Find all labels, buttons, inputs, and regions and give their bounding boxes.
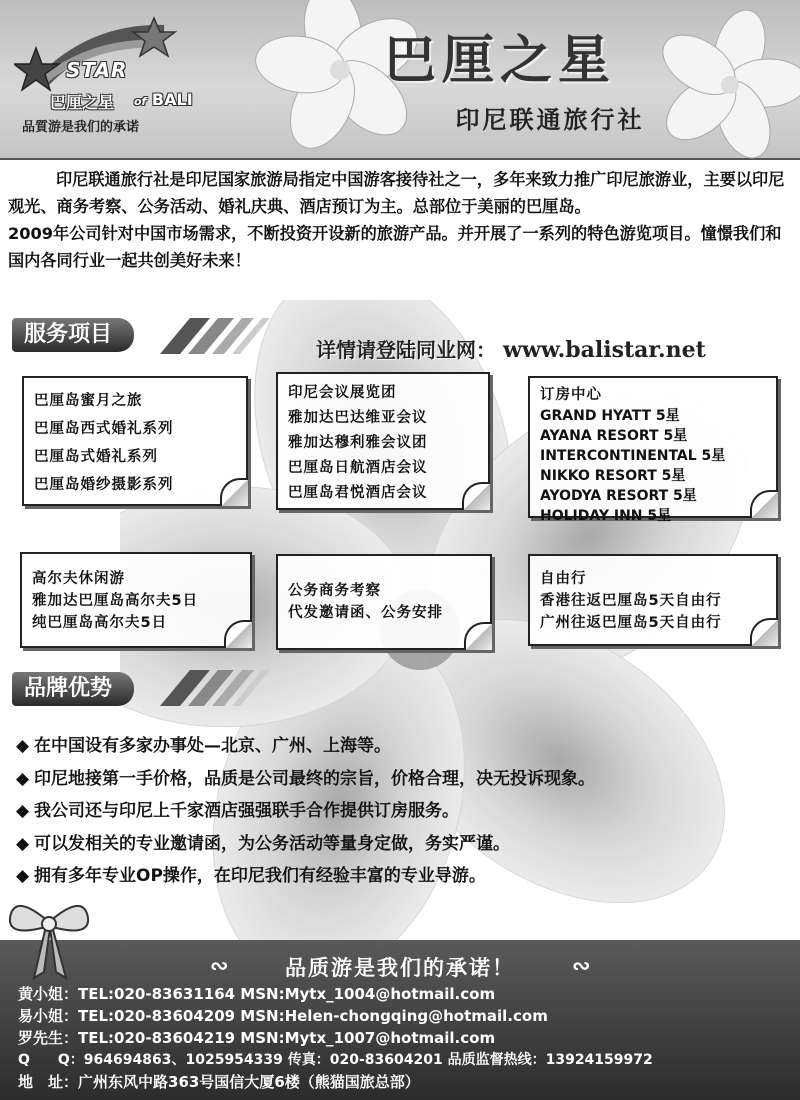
list-item — [16, 860, 796, 893]
logo-text-en: STAR — [66, 58, 128, 82]
list-item — [16, 730, 796, 763]
card-line: 巴厘岛婚纱摄影系列 — [34, 477, 174, 493]
stripes-icon — [150, 316, 300, 356]
advantage-text: 印尼地接第一手价格，品质是公司最终的宗旨，价格合理，决无投诉现象。 — [34, 768, 595, 789]
card-line: 巴厘岛蜜月之旅 — [34, 393, 143, 409]
service-card-business — [276, 554, 492, 650]
list-item — [16, 763, 796, 796]
logo-text-bali — [134, 90, 193, 109]
card-line: 巴厘岛式婚礼系列 — [34, 449, 158, 465]
card-line: INTERCONTINENTAL 5星 — [540, 448, 726, 464]
logo-text-cn: 巴厘之星 — [50, 93, 115, 112]
advantages-section-label: 品牌优势 — [12, 672, 134, 706]
intro-paragraph-2: 2009年公司针对中国市场需求，不断投资开设新的旅游产品。并开展了一系列的特色游览项目。憧憬我们和国内各同行业一起共创美好未来！ — [8, 224, 782, 270]
brand-subtitle: 印尼联通旅行社 — [455, 105, 645, 134]
swirl-left-icon: ∾ — [210, 954, 229, 979]
list-item — [16, 795, 796, 828]
header-banner — [0, 0, 800, 160]
diamond-bullet-icon: ◆ — [16, 833, 30, 854]
card-line: AYODYA RESORT 5星 — [540, 488, 697, 504]
diamond-bullet-icon: ◆ — [16, 866, 30, 886]
logo — [14, 10, 204, 120]
website-line — [316, 334, 706, 363]
card-line: NIKKO RESORT 5星 — [540, 468, 686, 484]
card-line: 自由行 — [540, 571, 587, 587]
card-line: 公务商务考察 — [288, 583, 381, 599]
logo-bali: BALI — [151, 90, 193, 109]
card-line: 纯巴厘岛高尔夫5日 — [32, 615, 168, 631]
card-line: 雅加达巴达维亚会议 — [288, 410, 428, 426]
card-line: 巴厘岛君悦酒店会议 — [288, 485, 428, 501]
card-line: 香港往返巴厘岛5天自由行 — [540, 593, 722, 609]
contact-line: Q Q：964694863、1025954339 传真：020-83604201 品质监督热线：13924159972 — [18, 1052, 653, 1068]
intro-text — [8, 166, 792, 274]
advantage-text: 可以发相关的专业邀请函，为公务活动等量身定做，务实严谨。 — [34, 833, 510, 854]
ribbon-bow-icon — [4, 892, 94, 982]
diamond-bullet-icon: ◆ — [16, 801, 30, 821]
card-line: AYANA RESORT 5星 — [540, 428, 688, 444]
header-slogan: 品質游是我们的承诺 — [22, 120, 140, 135]
contact-line: 易小姐：TEL:020-83604209 MSN:Helen-chongqing@hotmail.com — [18, 1007, 548, 1025]
diamond-bullet-icon: ◆ — [16, 768, 30, 789]
contact-line: 罗先生：TEL:020-83604219 MSN:Mytx_1007@hotmail.com — [18, 1029, 496, 1047]
card-line: 广州往返巴厘岛5天自由行 — [540, 615, 722, 631]
service-card-honeymoon — [22, 376, 248, 506]
card-line: 高尔夫休闲游 — [32, 571, 125, 587]
stripes-icon — [150, 668, 300, 708]
card-line: 雅加达穆利雅会议团 — [288, 435, 428, 451]
swirl-right-icon: ∾ — [572, 954, 591, 979]
advantage-text: 在中国设有多家办事处—北京、广州、上海等。 — [34, 736, 391, 756]
diamond-bullet-icon: ◆ — [16, 736, 30, 756]
advantage-text: 我公司还与印尼上千家酒店强强联手合作提供订房服务。 — [34, 801, 459, 821]
list-item — [16, 828, 796, 861]
card-line: 雅加达巴厘岛高尔夫5日 — [32, 593, 199, 609]
website-link[interactable]: www.balistar.net — [502, 337, 706, 363]
advantage-text: 拥有多年专业OP操作，在印尼我们有经验丰富的专业导游。 — [34, 866, 486, 886]
card-line: 巴厘岛日航酒店会议 — [288, 460, 428, 476]
contact-line: 地 址：广州东风中路363号国信大厦6楼（熊猫国旅总部） — [18, 1073, 420, 1091]
card-line: 巴厘岛西式婚礼系列 — [34, 421, 174, 437]
service-card-conference — [276, 372, 490, 510]
advantages-list — [16, 730, 796, 893]
card-title: 订房中心 — [540, 387, 602, 403]
card-line: HOLIDAY INN 5星 — [540, 508, 672, 524]
service-card-hotel-booking — [528, 376, 778, 524]
services-section-label: 服务项目 — [12, 318, 134, 352]
contact-line: 黄小姐：TEL:020-83631164 MSN:Mytx_1004@hotmail.com — [18, 985, 496, 1003]
logo-of: of — [134, 95, 147, 108]
service-card-golf — [20, 552, 252, 648]
brand-title: 巴厘之星 — [383, 30, 616, 91]
card-line: GRAND HYATT 5星 — [540, 408, 680, 424]
page-curl-icon — [464, 622, 492, 650]
footer-slogan: 品质游是我们的承诺！ — [285, 955, 515, 980]
card-line: 代发邀请函、公务安排 — [288, 605, 443, 621]
website-prefix: 详情请登陆同业网： — [316, 338, 496, 362]
intro-paragraph-1: 印尼联通旅行社是印尼国家旅游局指定中国游客接待社之一，多年来致力推广印尼旅游业，主要以印尼观光、商务考察、公务活动、婚礼庆典、酒店预订为主。总部位于美丽的巴厘岛。 — [8, 170, 785, 216]
card-line: 印尼会议展览团 — [288, 385, 397, 401]
service-card-free-travel — [528, 554, 778, 646]
